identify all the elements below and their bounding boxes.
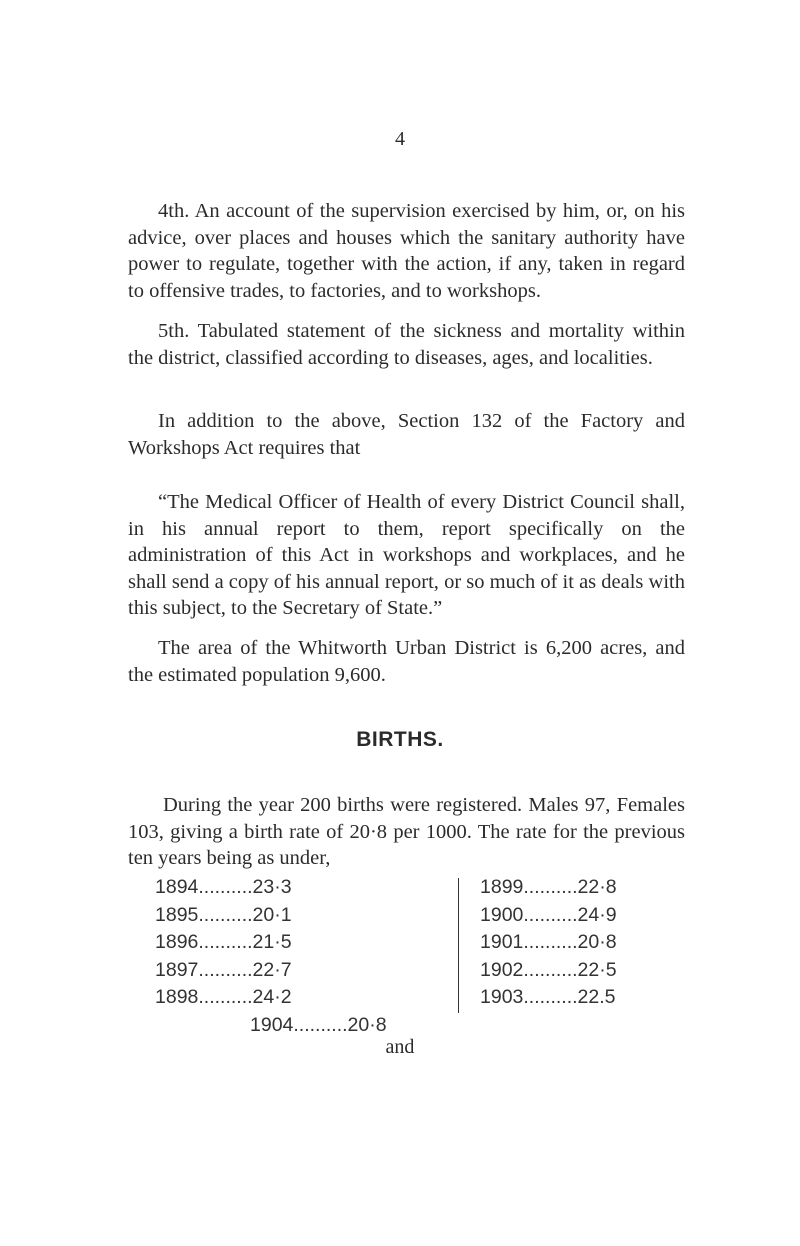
rate-column-right <box>480 874 617 1012</box>
column-divider <box>458 878 459 1013</box>
rate-row: 1898..........24·2 <box>155 986 292 1008</box>
paragraph-factory-act: In addition to the above, Section 132 of the Factory and Workshops Act requires that <box>128 410 685 459</box>
paragraph-quotation: “The Medical Officer of Health of every District Council shall, in his annual report to them, report specifically on the administration of this Act in workshops and workplaces, and he shall send a copy of his annual report, or so much of it as deals with this subject, to the Secretary of State.” <box>128 491 685 619</box>
rate-row: 1901..........20·8 <box>480 931 617 953</box>
paragraph-district-area: The area of the Whitworth Urban District is 6,200 acres, and the estimated population 9,600. <box>128 637 685 686</box>
rate-row: 1902..........22·5 <box>480 958 617 981</box>
birth-rate-table <box>155 874 675 1044</box>
rate-row: 1903..........22.5 <box>480 986 616 1008</box>
rate-row: 1900..........24·9 <box>480 903 617 926</box>
births-heading: BIRTHS. <box>356 728 444 751</box>
rate-row: 1897..........22·7 <box>155 958 292 981</box>
rate-row: 1895..........20·1 <box>155 903 292 926</box>
rate-column-left <box>155 874 292 1012</box>
page-number: 4 <box>395 128 405 150</box>
rate-row-final-year: 1904..........20·8 <box>250 1014 387 1036</box>
rate-row: 1896..........21·5 <box>155 931 292 953</box>
paragraph-sickness-statement: 5th. Tabulated statement of the sickness and mortality within the district, classified according to diseases, ages, and localities. <box>128 320 685 369</box>
trailing-word: and <box>385 1036 415 1058</box>
rate-row: 1899..........22·8 <box>480 876 617 898</box>
births-intro-paragraph: During the year 200 births were registered. Males 97, Females 103, giving a birth rate of 20·8 per 1000. The rate for the previous ten years being as under, <box>128 794 685 869</box>
paragraph-supervision: 4th. An account of the supervision exercised by him, or, on his advice, over places and houses which the sanitary authority have power to regulate, together with the action, if any, taken in regard to offensive trades, to factories, and to workshops. <box>128 200 685 302</box>
rate-row: 1894..........23·3 <box>155 876 292 898</box>
